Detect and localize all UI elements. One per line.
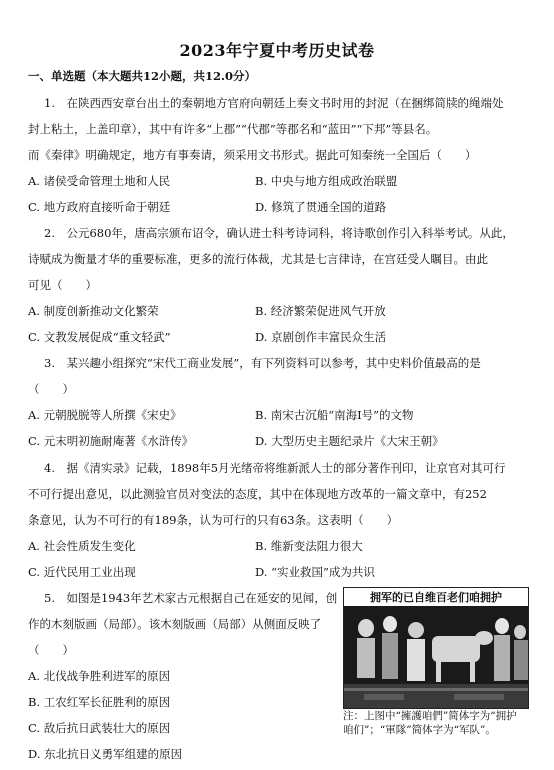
q2-line-2: 诗赋成为衡量才华的重要标准，更多的流行体裁，尤其是七言律诗，在宫廷受人瞩目。由此 (28, 252, 488, 266)
q1-option-c: C. 地方政府直接听命于朝廷 (28, 200, 171, 214)
q1-option-b: B. 中央与地方组成政治联盟 (255, 174, 398, 188)
q2-line-1: 2. 公元680年，唐高宗颁布诏令，确认进士科考诗词科，将诗歌创作引入科举考试。从此， (44, 226, 514, 240)
q1-option-d: D. 修筑了贯通全国的道路 (255, 200, 387, 214)
q3-line-1: 3. 某兴趣小组探究“宋代工商业发展”，有下列资料可以参考，其中史料价值最高的是 (44, 356, 481, 370)
q4-line-3: 条意见，认为不可行的有189条，认为可行的只有63条。这表明（ ） (28, 513, 399, 527)
woodcut-caption-line-2: 咱们”；“軍隊”简体字为“军队”。 (343, 724, 496, 736)
q3-option-b: B. 南宋古沉船“南海Ⅰ号”的文物 (255, 408, 414, 422)
q3-option-c: C. 元末明初施耐庵著《水浒传》 (28, 434, 194, 448)
q4-option-d: D. “实业救国”成为共识 (255, 565, 375, 579)
q5-line-1: 5. 如图是1943年艺术家古元根据自己在延安的见闻，创 (44, 591, 338, 605)
woodcut-print-image (343, 587, 529, 709)
q4-option-a: A. 社会性质发生变化 (28, 539, 136, 553)
q5-line-3: （ ） (28, 643, 74, 657)
q1-option-a: A. 诸侯受命管理土地和人民 (28, 174, 171, 188)
q2-option-b: B. 经济繁荣促进风气开放 (255, 304, 386, 318)
q4-line-1: 4. 据《清实录》记载，1898年5月光绪帝将维新派人士的部分著作刊印，让京官对其可行 (44, 461, 506, 475)
q1-line-2: 封上粘土，上盖印章），其中有许多“上郡”“代郡”等郡名和“蓝田”“下邦”等县名。 (28, 122, 438, 136)
woodcut-banner: 拥军的已自维百老们咱拥护 (370, 591, 502, 604)
page-title: 2023年宁夏中考历史试卷 (179, 41, 375, 60)
q4-option-b: B. 维新变法阻力很大 (255, 539, 363, 553)
q3-option-d: D. 大型历史主题纪录片《大宋王朝》 (255, 434, 444, 448)
woodcut-caption-line-1: 注：上图中“擁護咱們”简体字为“拥护 (343, 710, 517, 722)
q3-line-2: （ ） (28, 382, 74, 396)
q1-line-1: 1. 在陕西西安章台出土的秦朝地方官府向朝廷上奏文书时用的封泥（在捆绑简牍的绳端处 (44, 96, 504, 110)
q2-line-3: 可见（ ） (28, 278, 97, 292)
q4-line-2: 不可行提出意见，以此测验官员对变法的态度，其中在体现地方改革的一篇文章中，有252 (28, 487, 487, 501)
q5-line-2: 作的木刻版画（局部）。该木刻版画（局部）从侧面反映了 (28, 617, 322, 631)
q5-option-d: D. 东北抗日义勇军组建的原因 (28, 747, 183, 761)
q2-option-c: C. 文教发展促成“重文轻武” (28, 330, 171, 344)
q5-option-c: C. 敌后抗日武装壮大的原因 (28, 721, 171, 735)
q3-option-a: A. 元朝脱脱等人所撰《宋史》 (28, 408, 182, 422)
q2-option-d: D. 京剧创作丰富民众生活 (255, 330, 387, 344)
q5-option-b: B. 工农红军长征胜利的原因 (28, 695, 171, 709)
section-heading: 一、单选题（本大题共12小题，共12.0分） (28, 69, 257, 83)
q2-option-a: A. 制度创新推动文化繁荣 (28, 304, 159, 318)
q1-line-3: 而《秦律》明确规定，地方有事奏请，须采用文书形式。据此可知秦统一全国后（ ） (28, 148, 477, 162)
q4-option-c: C. 近代民用工业出现 (28, 565, 136, 579)
woodcut-illustration (344, 588, 528, 708)
q5-option-a: A. 北伐战争胜利进军的原因 (28, 669, 171, 683)
